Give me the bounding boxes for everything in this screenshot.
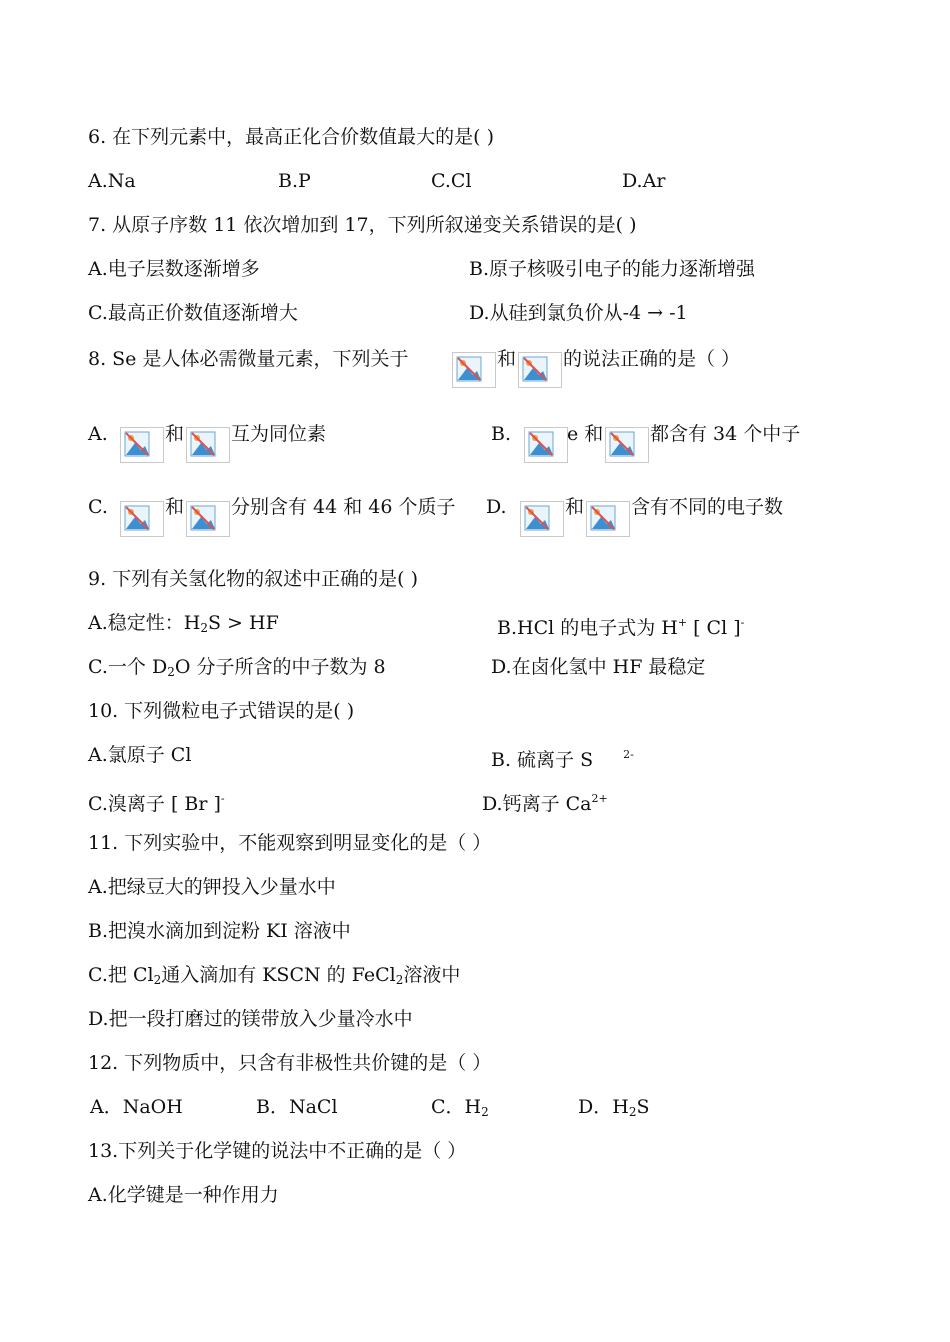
broken-image-icon	[120, 501, 164, 537]
q8-option-d-label: D.	[486, 496, 507, 518]
q7-option-c: C.最高正价数值逐渐增大	[88, 302, 298, 324]
q10-option-a: A.氯原子 Cl	[88, 744, 192, 766]
q6-stem: 6. 在下列元素中，最高正化合价数值最大的是( )	[88, 126, 495, 148]
q8-option-c-label: C.	[88, 496, 108, 518]
broken-image-icon	[524, 427, 568, 463]
q6-option-b: B.P	[278, 170, 311, 192]
q9-option-b: B.HCl 的电子式为 H+ [ Cl ]-	[497, 616, 745, 639]
q7-option-d: D.从硅到氯负价从-4 → -1	[469, 302, 688, 324]
q12-option-a: A．NaOH	[90, 1096, 183, 1118]
q11-stem: 11. 下列实验中，不能观察到明显变化的是（ ）	[88, 832, 492, 854]
broken-image-icon	[586, 501, 630, 537]
q8-option-c-mid: 和	[165, 496, 185, 518]
q12-stem: 12. 下列物质中，只含有非极性共价键的是（ ）	[88, 1052, 492, 1074]
q8-option-b-label: B.	[491, 423, 512, 445]
broken-image-icon	[186, 427, 230, 463]
q8-stem-post: 的说法正确的是（ ）	[563, 348, 741, 370]
q6-option-a: A.Na	[88, 170, 136, 192]
broken-image-icon	[120, 427, 164, 463]
q10-option-b: B. 硫离子 S $^{2-}$	[491, 748, 634, 771]
q9-option-d: D.在卤化氢中 HF 最稳定	[491, 656, 706, 678]
q7-option-a: A.电子层数逐渐增多	[88, 258, 260, 280]
q8-option-b-post: 都含有 34 个中子	[650, 423, 801, 445]
q12-option-b: B．NaCl	[256, 1096, 338, 1118]
broken-image-icon	[605, 427, 649, 463]
q9-option-c: C.一个 $D_2O$ 分子所含的中子数为 8	[88, 656, 386, 679]
q8-stem-mid: 和	[497, 348, 517, 370]
broken-image-icon	[520, 501, 564, 537]
q8-stem-pre: 8. Se 是人体必需微量元素，下列关于	[88, 348, 409, 370]
q6-option-c: C.Cl	[431, 170, 472, 192]
q8-option-b-mid: e 和	[567, 423, 604, 445]
q9-stem: 9. 下列有关氢化物的叙述中正确的是( )	[88, 568, 419, 590]
q8-option-d-mid: 和	[565, 496, 585, 518]
q6-option-d: D.Ar	[622, 170, 666, 192]
q10-option-c: C.溴离子 [ Br ]-	[88, 792, 225, 815]
broken-image-icon	[452, 352, 496, 388]
broken-image-icon	[186, 501, 230, 537]
q10-stem: 10. 下列微粒电子式错误的是( )	[88, 700, 355, 722]
q7-stem: 7. 从原子序数 11 依次增加到 17，下列所叙递变关系错误的是( )	[88, 214, 637, 236]
q12-option-d: D．$H_2S$	[578, 1096, 650, 1119]
q13-stem: 13.下列关于化学键的说法中不正确的是（ ）	[88, 1140, 467, 1162]
q7-option-b: B.原子核吸引电子的能力逐渐增强	[469, 258, 756, 280]
q10-option-d: D.钙离子 $Ca^{2+}$	[482, 792, 608, 815]
broken-image-icon	[518, 352, 562, 388]
q8-option-c-post: 分别含有 44 和 46 个质子	[231, 496, 456, 518]
q8-option-d-post: 含有不同的电子数	[631, 496, 784, 518]
q8-option-a-post: 互为同位素	[231, 423, 327, 445]
q11-option-d: D.把一段打磨过的镁带放入少量冷水中	[88, 1008, 413, 1030]
q11-option-b: B.把溴水滴加到淀粉 KI 溶液中	[88, 920, 351, 942]
q11-option-c: C.把 $Cl_2$通入滴加有 KSCN 的 FeCl$_2$溶液中	[88, 964, 461, 987]
q8-option-a-label: A.	[88, 423, 108, 445]
q8-option-a-mid: 和	[165, 423, 185, 445]
q13-option-a: A.化学键是一种作用力	[88, 1184, 279, 1206]
q9-option-a: A.稳定性：$H_2S$ > HF	[88, 612, 279, 635]
q12-option-c: C．$H_2$	[431, 1096, 489, 1119]
q11-option-a: A.把绿豆大的钾投入少量水中	[88, 876, 336, 898]
